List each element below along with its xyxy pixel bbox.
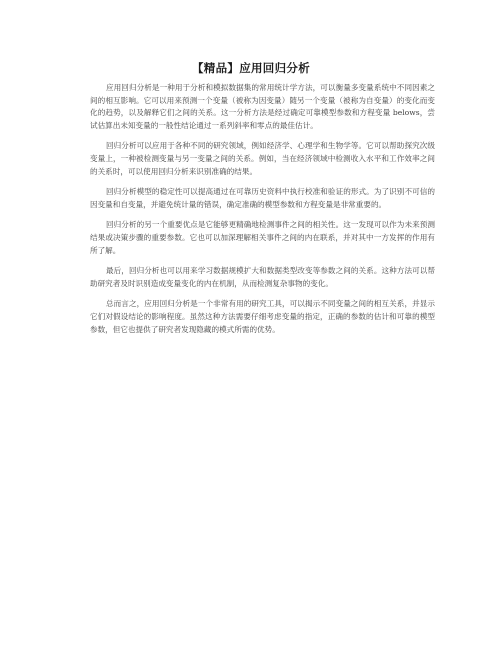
paragraph-scale: 最后，回归分析也可以用来学习数据规模扩大和数据类型改变等参数之间的关系。这种方法可以帮助研究者及时识别造成变量变化的内在机制，从而检测复杂事物的变化。 bbox=[90, 266, 435, 288]
document-title: 【精品】应用回归分析 bbox=[192, 61, 310, 75]
paragraph-applications: 回归分析可以应用于各种不同的研究领域，例如经济学、心理学和生物学等。它可以帮助探究次级变量上，一种被检测变量与另一变量之间的关系。例如，当在经济领域中检测收入水平和工作效率之间的关系时，可以使用回归分析来识别准确的结果。 bbox=[90, 141, 435, 176]
document-body bbox=[90, 82, 435, 344]
paragraph-stability: 回归分析模型的稳定性可以提高通过在可靠历史资料中执行校准和验证的形式。为了识别不可信的因变量和自变量，并避免统计量的错误，确定准确的模型参数和方程变量是非常重要的。 bbox=[90, 187, 435, 209]
paragraph-conclusion: 总而言之，应用回归分析是一个非常有用的研究工具，可以揭示不同变量之间的相互关系，并显示它们对假设结论的影响程度。虽然这种方法需要仔细考虑变量的指定，正确的参数的估计和可靠的模型参数，但它也提供了研究者发现隐藏的模式所需的优势。 bbox=[90, 299, 435, 334]
paragraph-intro: 应用回归分析是一种用于分析和模拟数据集的常用统计学方法，可以衡量多变量系统中不同因素之间的相互影响。它可以用来预测一个变量（被称为因变量）随另一个变量（被称为自变量）的变化而变化的趋势，以及解释它们之间的关系。这一分析方法是经过确定可靠模型参数和方程变量 belows，尝试估算出未知变量的一般性结论通过一系列斜率和零点的最佳估计。 bbox=[90, 83, 435, 130]
paragraph-correlation: 回归分析的另一个重要优点是它能够更精确地检测事件之间的相关性。这一发现可以作为未来预测结果或决策步骤的重要参数。它也可以加深理解相关事件之间的内在联系，并对其中一方发挥的作用有所了解。 bbox=[90, 220, 435, 255]
